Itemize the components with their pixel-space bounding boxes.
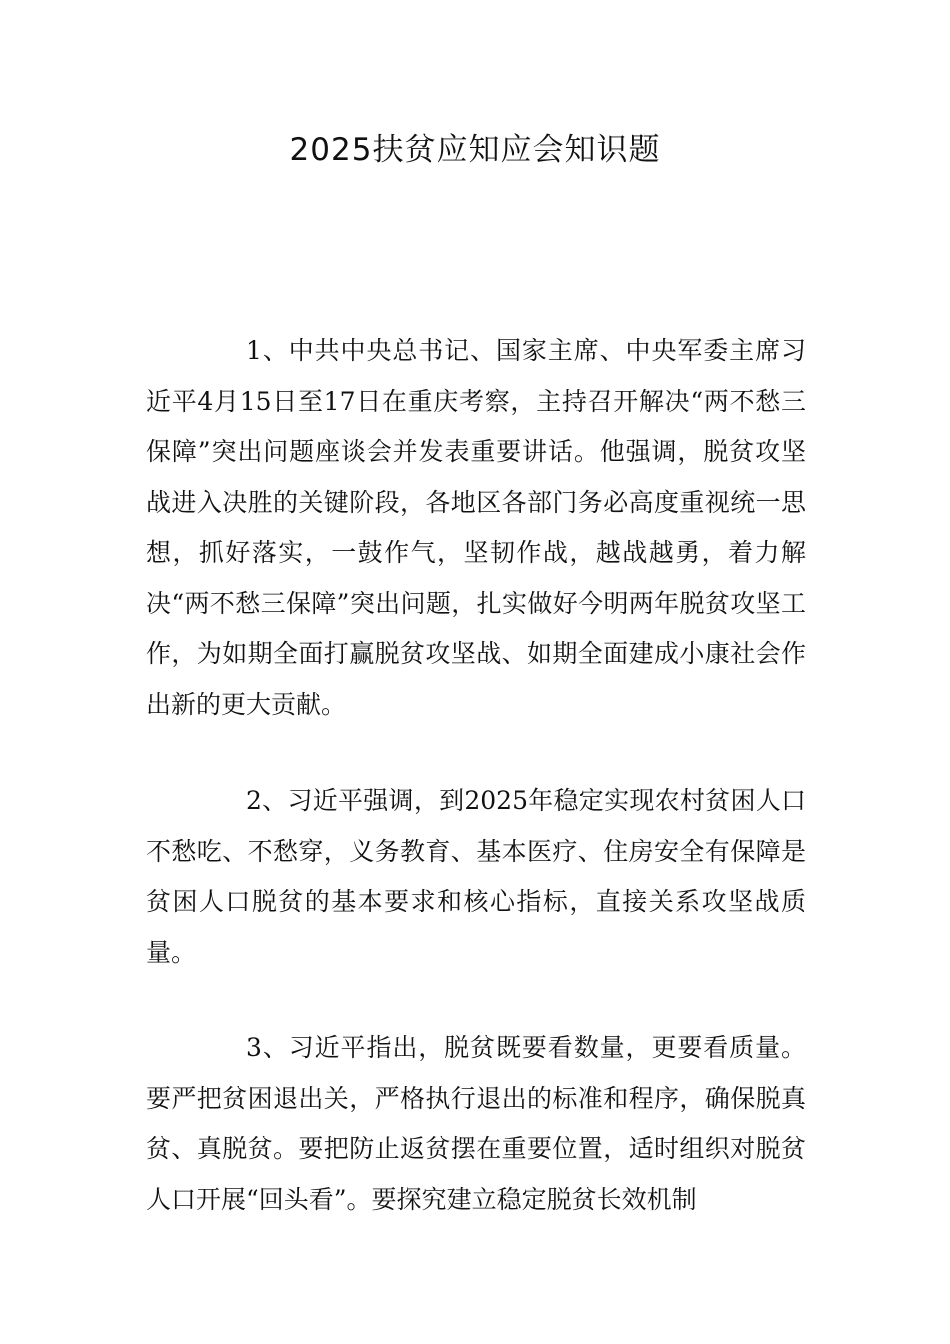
document-title: 2025扶贫应知应会知识题 — [289, 132, 661, 168]
paragraph-text: 2、习近平强调，到2025年稳定实现农村贫困人口不愁吃、不愁穿，义务教育、基本医疗、住房安全有保障是贫困人口脱贫的基本要求和核心指标，直接关系攻坚战质量。 — [146, 786, 806, 967]
paragraph-1 — [146, 326, 806, 730]
paragraph-text: 3、习近平指出，脱贫既要看数量，更要看质量。要严把贫困退出关，严格执行退出的标准和程序，确保脱真贫、真脱贫。要把防止返贫摆在重要位置，适时组织对脱贫人口开展“回头看”。要探究建立稳定脱贫长效机制 — [146, 1033, 806, 1214]
paragraph-2 — [146, 776, 806, 978]
paragraph-3 — [146, 1023, 806, 1225]
paragraph-text: 1、中共中央总书记、国家主席、中央军委主席习近平4月15日至17日在重庆考察，主持召开解决“两不愁三保障”突出问题座谈会并发表重要讲话。他强调，脱贫攻坚战进入决胜的关键阶段，各地区各部门务必高度重视统一思想，抓好落实，一鼓作气，坚韧作战，越战越勇，着力解决“两不愁三保障”突出问题，扎实做好今明两年脱贫攻坚工作，为如期全面打赢脱贫攻坚战、如期全面建成小康社会作出新的更大贡献。 — [146, 336, 806, 719]
